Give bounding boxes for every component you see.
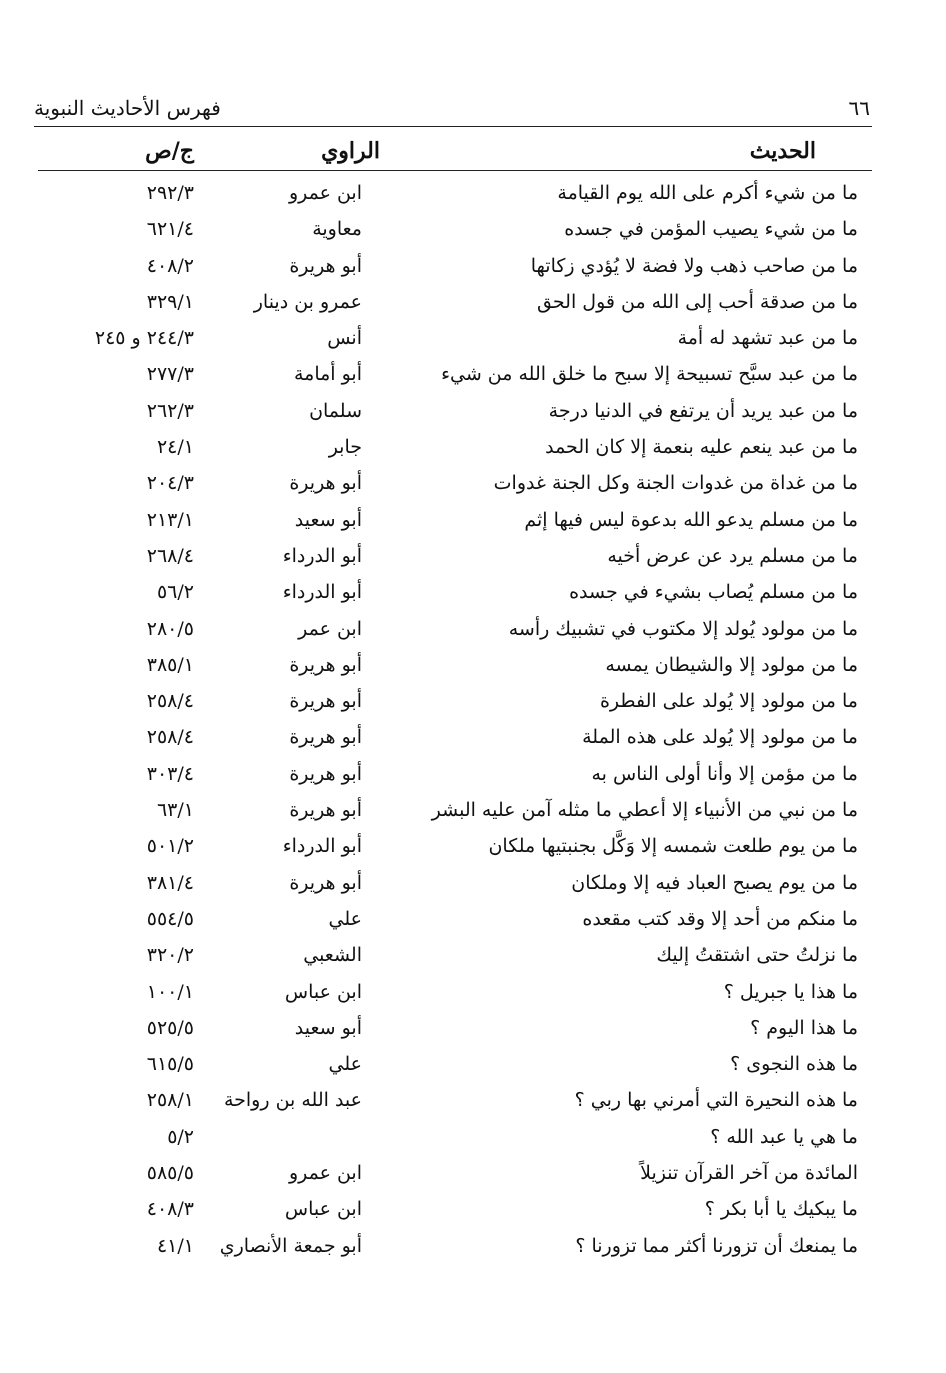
volume-page-ref: ٤١/١ [156, 1234, 194, 1257]
narrator-name: ابن عباس [284, 980, 362, 1003]
table-row [0, 1009, 946, 1045]
hadith-text: ما من شيء أكرم على الله يوم القيامة [557, 182, 858, 204]
narrator-name: أبو هريرة [289, 472, 362, 495]
volume-page-ref: ٣٢٠/٢ [146, 944, 194, 967]
hadith-text: ما من نبي من الأنبياء إلا أعطي ما مثله آمن عليه البشر [431, 799, 858, 822]
volume-page-ref: ٣٨٥/١ [146, 653, 194, 676]
table-row [0, 283, 946, 319]
hadith-text: ما هذه النحيرة التي أمرني بها ربي ؟ [574, 1089, 858, 1112]
hadith-text: ما من صاحب ذهب ولا فضة لا يُؤدي زكاتها [530, 254, 858, 277]
table-row [0, 1045, 946, 1081]
hadith-text: ما من مؤمن إلا وأنا أولى الناس به [591, 762, 858, 785]
hadith-text: ما من يوم طلعت شمسه إلا وَكَّل بجنبتيها ملكان [488, 835, 858, 858]
table-row [0, 864, 946, 900]
table-row [0, 610, 946, 646]
hadith-text: ما من مسلم يرد عن عرض أخيه [607, 544, 858, 567]
narrator-name: ابن عمر [298, 617, 362, 640]
table-row [0, 573, 946, 609]
hadith-text: ما هذه النجوى ؟ [730, 1053, 858, 1076]
table-row [0, 791, 946, 827]
volume-page-ref: ٦٣/١ [156, 799, 194, 822]
hadith-text: ما من عبد تشهد له أمة [677, 327, 858, 350]
hadith-text: ما من مولود إلا يُولد على الفطرة [599, 690, 858, 713]
table-row [0, 973, 946, 1009]
column-header-hadith: الحديث [749, 138, 816, 164]
hadith-text: المائدة من آخر القرآن تنزيلاً [640, 1162, 858, 1185]
column-header-ref: ج/ص [145, 138, 194, 164]
narrator-name: أبو سعيد [294, 1016, 362, 1039]
page-number: ٦٦ [848, 96, 870, 120]
hadith-text: ما من شيء يصيب المؤمن في جسده [564, 218, 858, 241]
table-row [0, 1227, 946, 1263]
narrator-name: أبو الدرداء [282, 581, 362, 604]
volume-page-ref: ١٠٠/١ [146, 980, 194, 1003]
narrator-name: معاوية [312, 218, 362, 241]
hadith-text: ما يبكيك يا أبا بكر ؟ [704, 1198, 858, 1221]
narrator-name: ابن عباس [284, 1198, 362, 1221]
narrator-name: أبو جمعة الأنصاري [219, 1234, 362, 1257]
table-row [0, 718, 946, 754]
volume-page-ref: ٢٥٨/٤ [146, 726, 194, 749]
volume-page-ref: ٢٤٤/٣ و ٢٤٥ [94, 327, 194, 350]
hadith-text: ما من مسلم يدعو الله بدعوة ليس فيها إثم [524, 508, 858, 531]
narrator-name: ابن عمرو [288, 182, 362, 204]
hadith-text: ما من مولود يُولد إلا مكتوب في تشبيك رأسه [508, 617, 858, 640]
narrator-name: سلمان [309, 399, 362, 422]
running-title: فهرس الأحاديث النبوية [34, 96, 221, 120]
narrator-name: ابن عمرو [288, 1162, 362, 1185]
narrator-name: علي [328, 1053, 362, 1076]
narrator-name: أبو هريرة [289, 653, 362, 676]
table-row [0, 900, 946, 936]
hadith-text: ما هذا يا جبريل ؟ [723, 980, 858, 1003]
table-row [0, 210, 946, 246]
volume-page-ref: ٣٢٩/١ [146, 290, 194, 313]
hadith-text: ما من عبد سبَّح تسبيحة إلا سبح ما خلق الله من شيء [441, 363, 858, 386]
volume-page-ref: ٣٠٣/٤ [146, 762, 194, 785]
volume-page-ref: ٦٢١/٤ [146, 218, 194, 241]
narrator-name: أبو هريرة [289, 254, 362, 277]
table-row [0, 646, 946, 682]
volume-page-ref: ٥٦/٢ [156, 581, 194, 604]
volume-page-ref: ٢٦٢/٣ [146, 399, 194, 422]
table-row [0, 247, 946, 283]
volume-page-ref: ٦١٥/٥ [146, 1053, 194, 1076]
volume-page-ref: ٤٠٨/٣ [146, 1198, 194, 1221]
volume-page-ref: ٢٨٠/٥ [146, 617, 194, 640]
narrator-name: عمرو بن دينار [253, 290, 362, 313]
volume-page-ref: ٢٩٢/٣ [146, 182, 194, 204]
table-row [0, 682, 946, 718]
running-head [34, 96, 872, 126]
hadith-text: ما من غداة من غدوات الجنة وكل الجنة غدوات [493, 472, 858, 495]
narrator-name: أبو هريرة [289, 762, 362, 785]
hadith-index-table [0, 174, 946, 1263]
hadith-text: ما من يوم يصبح العباد فيه إلا وملكان [571, 871, 858, 894]
hadith-text: ما من مولود إلا يُولد على هذه الملة [582, 726, 858, 749]
column-header-narrator: الراوي [321, 138, 380, 164]
narrator-name: أبو الدرداء [282, 544, 362, 567]
volume-page-ref: ٢٧٧/٣ [146, 363, 194, 386]
table-row [0, 464, 946, 500]
hadith-text: ما من مولود إلا والشيطان يمسه [605, 653, 858, 676]
table-row [0, 392, 946, 428]
narrator-name: علي [328, 907, 362, 930]
table-header-divider [38, 170, 872, 171]
narrator-name: أبو الدرداء [282, 835, 362, 858]
table-row [0, 428, 946, 464]
hadith-text: ما من عبد ينعم عليه بنعمة إلا كان الحمد [545, 436, 858, 459]
narrator-name: جابر [328, 436, 362, 459]
narrator-name: أبو سعيد [294, 508, 362, 531]
table-row [0, 355, 946, 391]
volume-page-ref: ٢٥٨/٤ [146, 690, 194, 713]
table-row [0, 755, 946, 791]
table-row [0, 827, 946, 863]
hadith-text: ما من عبد يريد أن يرتفع في الدنيا درجة [548, 399, 858, 422]
volume-page-ref: ٥٨٥/٥ [146, 1162, 194, 1185]
table-row [0, 1190, 946, 1226]
header-divider [34, 126, 872, 127]
table-row [0, 1154, 946, 1190]
volume-page-ref: ٢٠٤/٣ [146, 472, 194, 495]
narrator-name: أبو أمامة [293, 363, 362, 386]
volume-page-ref: ٢١٣/١ [146, 508, 194, 531]
volume-page-ref: ٣٨١/٤ [146, 871, 194, 894]
table-row [0, 537, 946, 573]
hadith-text: ما نزلتُ حتى اشتقتُ إليك [656, 944, 858, 967]
table-row [0, 174, 946, 210]
table-row [0, 936, 946, 972]
hadith-text: ما هذا اليوم ؟ [750, 1016, 858, 1039]
narrator-name: أبو هريرة [289, 871, 362, 894]
table-row [0, 319, 946, 355]
volume-page-ref: ٢٦٨/٤ [146, 544, 194, 567]
narrator-name: أبو هريرة [289, 799, 362, 822]
table-row [0, 1118, 946, 1154]
narrator-name: الشعبي [303, 944, 362, 967]
volume-page-ref: ٢٥٨/١ [146, 1089, 194, 1112]
hadith-text: ما منكم من أحد إلا وقد كتب مقعده [582, 907, 858, 930]
narrator-name: أنس [327, 327, 362, 350]
volume-page-ref: ٥٥٤/٥ [146, 907, 194, 930]
hadith-text: ما يمنعك أن تزورنا أكثر مما تزورنا ؟ [575, 1234, 858, 1257]
volume-page-ref: ٥٢٥/٥ [146, 1016, 194, 1039]
narrator-name: أبو هريرة [289, 690, 362, 713]
hadith-text: ما هي يا عبد الله ؟ [710, 1125, 858, 1148]
volume-page-ref: ٢٤/١ [156, 436, 194, 459]
hadith-text: ما من مسلم يُصاب بشيء في جسده [569, 581, 858, 604]
narrator-name: أبو هريرة [289, 726, 362, 749]
volume-page-ref: ٥/٢ [167, 1125, 194, 1148]
narrator-name: عبد الله بن رواحة [223, 1089, 362, 1112]
volume-page-ref: ٤٠٨/٢ [146, 254, 194, 277]
volume-page-ref: ٥٠١/٢ [146, 835, 194, 858]
table-row [0, 501, 946, 537]
table-row [0, 1081, 946, 1117]
hadith-text: ما من صدقة أحب إلى الله من قول الحق [537, 290, 858, 313]
